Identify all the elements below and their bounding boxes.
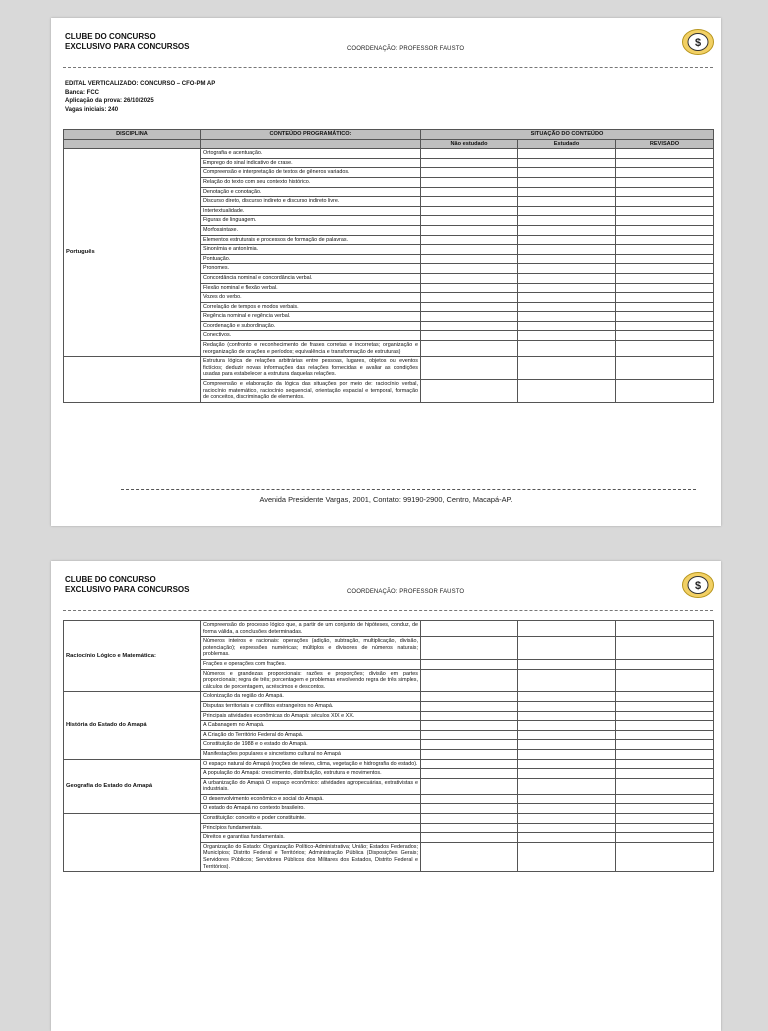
document-page-1 — [51, 18, 721, 526]
content-cell: Ortografia e acentuação. — [201, 149, 421, 159]
brand-block — [65, 575, 189, 595]
status-not-studied-cell[interactable] — [421, 814, 518, 824]
footer-address: Avenida Presidente Vargas, 2001, Contato: 99190-2900, Centro, Macapá-AP. — [259, 495, 513, 504]
status-not-studied-cell[interactable] — [421, 264, 518, 274]
table-row — [64, 149, 714, 159]
content-cell: Princípios fundamentais. — [201, 823, 421, 833]
svg-text:$: $ — [694, 580, 702, 592]
status-not-studied-cell[interactable] — [421, 283, 518, 293]
status-not-studied-cell[interactable] — [421, 293, 518, 303]
status-not-studied-cell[interactable] — [421, 659, 518, 669]
exam-title: EDITAL VERTICALIZADO: CONCURSO – CFO-PM AP — [65, 81, 216, 87]
svg-text:$: $ — [694, 37, 702, 49]
status-reviewed-cell[interactable] — [616, 749, 714, 759]
status-not-studied-cell[interactable] — [421, 245, 518, 255]
status-not-studied-cell[interactable] — [421, 711, 518, 721]
status-reviewed-cell[interactable] — [616, 216, 714, 226]
status-not-studied-cell[interactable] — [421, 341, 518, 357]
content-cell: Correlação de tempos e modos verbais. — [201, 302, 421, 312]
exam-vacancies: Vagas iniciais: 240 — [65, 106, 119, 113]
status-studied-cell[interactable] — [518, 245, 616, 255]
status-reviewed-cell[interactable] — [616, 833, 714, 843]
status-studied-cell[interactable] — [518, 721, 616, 731]
status-not-studied-cell[interactable] — [421, 235, 518, 245]
syllabus-body-2 — [64, 621, 714, 872]
status-studied-cell[interactable] — [518, 168, 616, 178]
syllabus-table-1 — [63, 129, 714, 403]
status-not-studied-cell[interactable] — [421, 833, 518, 843]
status-not-studied-cell[interactable] — [421, 692, 518, 702]
status-not-studied-cell[interactable] — [421, 206, 518, 216]
status-reviewed-cell[interactable] — [616, 823, 714, 833]
status-not-studied-cell[interactable] — [421, 302, 518, 312]
status-reviewed-cell[interactable] — [616, 197, 714, 207]
status-reviewed-cell[interactable] — [616, 730, 714, 740]
status-reviewed-cell[interactable] — [616, 264, 714, 274]
content-cell: A Cabanagem no Amapá. — [201, 721, 421, 731]
exam-banca: Banca: FCC — [65, 89, 100, 96]
status-studied-cell[interactable] — [518, 711, 616, 721]
content-cell: Disputas territoriais e conflitos estrangeiros no Amapá. — [201, 701, 421, 711]
content-cell: O espaço natural do Amapá (noções de relevo, clima, vegetação e hidrografia do estado). — [201, 759, 421, 769]
content-cell: O estado do Amapá no contexto brasileiro. — [201, 804, 421, 814]
table-row — [64, 621, 714, 637]
content-cell: Constituição de 1988 e o estado do Amapá. — [201, 740, 421, 750]
status-not-studied-cell[interactable] — [421, 637, 518, 660]
status-reviewed-cell[interactable] — [616, 312, 714, 322]
status-not-studied-cell[interactable] — [421, 701, 518, 711]
status-studied-cell[interactable] — [518, 293, 616, 303]
status-studied-cell[interactable] — [518, 637, 616, 660]
content-cell: Colonização da região do Amapá. — [201, 692, 421, 702]
discipline-cell: História do Estado do Amapá — [64, 692, 201, 759]
status-studied-cell[interactable] — [518, 216, 616, 226]
coordination-label: COORDENAÇÃO: PROFESSOR FAUSTO — [347, 589, 465, 595]
discipline-cell: Geografia do Estado do Amapá — [64, 759, 201, 814]
status-studied-cell[interactable] — [518, 177, 616, 187]
status-studied-cell[interactable] — [518, 740, 616, 750]
brand-block — [65, 32, 189, 52]
header-divider — [63, 610, 713, 611]
status-reviewed-cell[interactable] — [616, 637, 714, 660]
status-studied-cell[interactable] — [518, 225, 616, 235]
content-cell: Frações e operações com frações. — [201, 659, 421, 669]
status-studied-cell[interactable] — [518, 769, 616, 779]
status-studied-cell[interactable] — [518, 158, 616, 168]
header-revisado: REVISADO — [616, 139, 714, 149]
status-reviewed-cell[interactable] — [616, 842, 714, 871]
content-cell: Redação (confronto e reconhecimento de frases corretas e incorretas; organização e reorganização de orações e períodos; equivalência e transformação de estruturas) — [201, 341, 421, 357]
status-reviewed-cell[interactable] — [616, 759, 714, 769]
status-not-studied-cell[interactable] — [421, 730, 518, 740]
status-not-studied-cell[interactable] — [421, 740, 518, 750]
status-studied-cell[interactable] — [518, 823, 616, 833]
content-cell: Direitos e garantias fundamentais. — [201, 833, 421, 843]
status-reviewed-cell[interactable] — [616, 692, 714, 702]
club-logo-icon — [681, 571, 715, 599]
status-studied-cell[interactable] — [518, 380, 616, 403]
status-reviewed-cell[interactable] — [616, 794, 714, 804]
status-reviewed-cell[interactable] — [616, 293, 714, 303]
status-not-studied-cell[interactable] — [421, 842, 518, 871]
content-cell: Números inteiros e racionais: operações (adição, subtração, multiplicação, divisão, potenciação); expressões numéricas; múltiplos e divisores de números naturais; problemas. — [201, 637, 421, 660]
status-reviewed-cell[interactable] — [616, 158, 714, 168]
status-reviewed-cell[interactable] — [616, 225, 714, 235]
status-not-studied-cell[interactable] — [421, 216, 518, 226]
syllabus-table-2 — [63, 620, 714, 872]
content-cell: Figuras de linguagem. — [201, 216, 421, 226]
table-row — [64, 357, 714, 380]
status-reviewed-cell[interactable] — [616, 778, 714, 794]
status-reviewed-cell[interactable] — [616, 235, 714, 245]
content-cell: Regência nominal e regência verbal. — [201, 312, 421, 322]
table-row — [64, 814, 714, 824]
status-not-studied-cell[interactable] — [421, 669, 518, 692]
content-cell: Organização do Estado: Organização Político-Administrativa; União; Estados Federados; Municípios; Distrito Federal e Territórios; Administração Pública (Disposições Gerais; Servidores Públicos; Servidores Públicos dos Militares dos Estados, Distrito Federal e Territórios). — [201, 842, 421, 871]
table-row — [64, 692, 714, 702]
content-cell: Principais atividades econômicas do Amapá: séculos XIX e XX. — [201, 711, 421, 721]
status-reviewed-cell[interactable] — [616, 149, 714, 159]
header-disciplina: DISCIPLINA — [64, 130, 201, 140]
status-studied-cell[interactable] — [518, 206, 616, 216]
content-cell: Constituição: conceito e poder constituinte. — [201, 814, 421, 824]
status-not-studied-cell[interactable] — [421, 823, 518, 833]
status-studied-cell[interactable] — [518, 235, 616, 245]
status-not-studied-cell[interactable] — [421, 187, 518, 197]
status-not-studied-cell[interactable] — [421, 769, 518, 779]
content-cell: Discurso direto, discurso indireto e discurso indireto livre. — [201, 197, 421, 207]
content-cell: A população do Amapá: crescimento, distribuição, estrutura e movimentos. — [201, 769, 421, 779]
status-not-studied-cell[interactable] — [421, 380, 518, 403]
exam-info — [65, 80, 215, 114]
status-reviewed-cell[interactable] — [616, 321, 714, 331]
content-cell: Elementos estruturais e processos de formação de palavras. — [201, 235, 421, 245]
status-studied-cell[interactable] — [518, 730, 616, 740]
content-cell: Sinonímia e antonímia. — [201, 245, 421, 255]
content-cell: Concordância nominal e concordância verbal. — [201, 273, 421, 283]
status-not-studied-cell[interactable] — [421, 168, 518, 178]
status-studied-cell[interactable] — [518, 264, 616, 274]
table-row — [64, 759, 714, 769]
discipline-cell: Português — [64, 149, 201, 357]
status-studied-cell[interactable] — [518, 254, 616, 264]
header-blank-2 — [201, 139, 421, 149]
content-cell: Emprego do sinal indicativo de crase. — [201, 158, 421, 168]
status-not-studied-cell[interactable] — [421, 254, 518, 264]
status-not-studied-cell[interactable] — [421, 197, 518, 207]
status-reviewed-cell[interactable] — [616, 769, 714, 779]
document-page-2 — [51, 561, 721, 1031]
status-studied-cell[interactable] — [518, 701, 616, 711]
status-not-studied-cell[interactable] — [421, 778, 518, 794]
status-not-studied-cell[interactable] — [421, 225, 518, 235]
status-not-studied-cell[interactable] — [421, 621, 518, 637]
status-not-studied-cell[interactable] — [421, 158, 518, 168]
status-studied-cell[interactable] — [518, 149, 616, 159]
status-studied-cell[interactable] — [518, 321, 616, 331]
status-studied-cell[interactable] — [518, 749, 616, 759]
status-studied-cell[interactable] — [518, 331, 616, 341]
status-reviewed-cell[interactable] — [616, 621, 714, 637]
content-cell: Compreensão do processo lógico que, a partir de um conjunto de hipóteses, conduz, de forma válida, a conclusões determinadas. — [201, 621, 421, 637]
status-studied-cell[interactable] — [518, 341, 616, 357]
status-reviewed-cell[interactable] — [616, 357, 714, 380]
status-not-studied-cell[interactable] — [421, 149, 518, 159]
status-reviewed-cell[interactable] — [616, 669, 714, 692]
status-reviewed-cell[interactable] — [616, 206, 714, 216]
status-studied-cell[interactable] — [518, 187, 616, 197]
status-studied-cell[interactable] — [518, 357, 616, 380]
status-reviewed-cell[interactable] — [616, 302, 714, 312]
status-reviewed-cell[interactable] — [616, 341, 714, 357]
header-nao-estudado: Não estudado — [421, 139, 518, 149]
status-not-studied-cell[interactable] — [421, 357, 518, 380]
content-cell: Manifestações populares e sincretismo cultural no Amapá — [201, 749, 421, 759]
status-not-studied-cell[interactable] — [421, 273, 518, 283]
status-reviewed-cell[interactable] — [616, 331, 714, 341]
status-reviewed-cell[interactable] — [616, 804, 714, 814]
status-not-studied-cell[interactable] — [421, 331, 518, 341]
status-reviewed-cell[interactable] — [616, 168, 714, 178]
status-studied-cell[interactable] — [518, 814, 616, 824]
status-studied-cell[interactable] — [518, 669, 616, 692]
content-cell: Estrutura lógica de relações arbitrárias entre pessoas, lugares, objetos ou eventos fictícios; deduzir novas informações das relações fornecidas e avaliar as condições usadas para estabelecer a estrutura daquelas relações. — [201, 357, 421, 380]
status-studied-cell[interactable] — [518, 833, 616, 843]
content-cell: Vozes do verbo. — [201, 293, 421, 303]
footer-divider — [121, 489, 696, 490]
status-reviewed-cell[interactable] — [616, 245, 714, 255]
status-studied-cell[interactable] — [518, 197, 616, 207]
status-not-studied-cell[interactable] — [421, 804, 518, 814]
status-studied-cell[interactable] — [518, 842, 616, 871]
syllabus-body-1 — [64, 149, 714, 403]
discipline-cell — [64, 357, 201, 403]
brand-line-2: EXCLUSIVO PARA CONCURSOS — [65, 42, 190, 51]
status-reviewed-cell[interactable] — [616, 273, 714, 283]
status-reviewed-cell[interactable] — [616, 740, 714, 750]
status-not-studied-cell[interactable] — [421, 759, 518, 769]
content-cell: Pontuação. — [201, 254, 421, 264]
content-cell: Compreensão e interpretação de textos de gêneros variados. — [201, 168, 421, 178]
header-situacao: SITUAÇÃO DO CONTEÚDO — [421, 130, 714, 140]
header-blank-1 — [64, 139, 201, 149]
content-cell: Conectivos. — [201, 331, 421, 341]
status-studied-cell[interactable] — [518, 794, 616, 804]
status-not-studied-cell[interactable] — [421, 312, 518, 322]
status-reviewed-cell[interactable] — [616, 380, 714, 403]
status-studied-cell[interactable] — [518, 283, 616, 293]
status-not-studied-cell[interactable] — [421, 794, 518, 804]
coordination-label: COORDENAÇÃO: PROFESSOR FAUSTO — [347, 46, 465, 52]
status-studied-cell[interactable] — [518, 692, 616, 702]
brand-line-1: CLUBE DO CONCURSO — [65, 32, 156, 41]
status-reviewed-cell[interactable] — [616, 283, 714, 293]
header-estudado: Estudado — [518, 139, 616, 149]
status-studied-cell[interactable] — [518, 804, 616, 814]
status-reviewed-cell[interactable] — [616, 254, 714, 264]
content-cell: Denotação e conotação. — [201, 187, 421, 197]
content-cell: Compreensão e elaboração da lógica das situações por meio de: raciocínio verbal, raciocínio matemático, raciocínio sequencial, orientação espacial e temporal, formação de conceitos, discriminação de elementos. — [201, 380, 421, 403]
status-studied-cell[interactable] — [518, 302, 616, 312]
status-studied-cell[interactable] — [518, 659, 616, 669]
status-reviewed-cell[interactable] — [616, 721, 714, 731]
status-studied-cell[interactable] — [518, 273, 616, 283]
header-divider — [63, 67, 713, 68]
status-studied-cell[interactable] — [518, 621, 616, 637]
status-reviewed-cell[interactable] — [616, 814, 714, 824]
status-not-studied-cell[interactable] — [421, 721, 518, 731]
content-cell: A Criação do Território Federal do Amapá. — [201, 730, 421, 740]
discipline-cell: Raciocínio Lógico e Matemática: — [64, 621, 201, 692]
status-not-studied-cell[interactable] — [421, 177, 518, 187]
status-reviewed-cell[interactable] — [616, 701, 714, 711]
header-conteudo: CONTEÚDO PROGRAMÁTICO: — [201, 130, 421, 140]
content-cell: Coordenação e subordinação. — [201, 321, 421, 331]
status-not-studied-cell[interactable] — [421, 749, 518, 759]
content-cell: Flexão nominal e flexão verbal. — [201, 283, 421, 293]
content-cell: Números e grandezas proporcionais: razões e proporções; divisão em partes proporcionais; regra de três; porcentagem e problemas envolvendo regra de três simples, cálculos de porcentagem, acréscimos e descontos. — [201, 669, 421, 692]
brand-line-1: CLUBE DO CONCURSO — [65, 575, 156, 584]
status-studied-cell[interactable] — [518, 759, 616, 769]
club-logo-icon — [681, 28, 715, 56]
content-cell: O desenvolvimento econômico e social do Amapá. — [201, 794, 421, 804]
status-studied-cell[interactable] — [518, 778, 616, 794]
content-cell: Morfossintaxe. — [201, 225, 421, 235]
status-reviewed-cell[interactable] — [616, 177, 714, 187]
status-reviewed-cell[interactable] — [616, 187, 714, 197]
status-studied-cell[interactable] — [518, 312, 616, 322]
content-cell: Pronomes. — [201, 264, 421, 274]
status-not-studied-cell[interactable] — [421, 321, 518, 331]
brand-line-2: EXCLUSIVO PARA CONCURSOS — [65, 585, 190, 594]
status-reviewed-cell[interactable] — [616, 659, 714, 669]
content-cell: Intertextualidade. — [201, 206, 421, 216]
status-reviewed-cell[interactable] — [616, 711, 714, 721]
exam-date: Aplicação da prova: 26/10/2025 — [65, 98, 154, 104]
content-cell: Relação do texto com seu contexto histórico. — [201, 177, 421, 187]
discipline-cell — [64, 814, 201, 872]
content-cell: A urbanização do Amapá O espaço econômico: atividades agropecuárias, extrativistas e industriais. — [201, 778, 421, 794]
